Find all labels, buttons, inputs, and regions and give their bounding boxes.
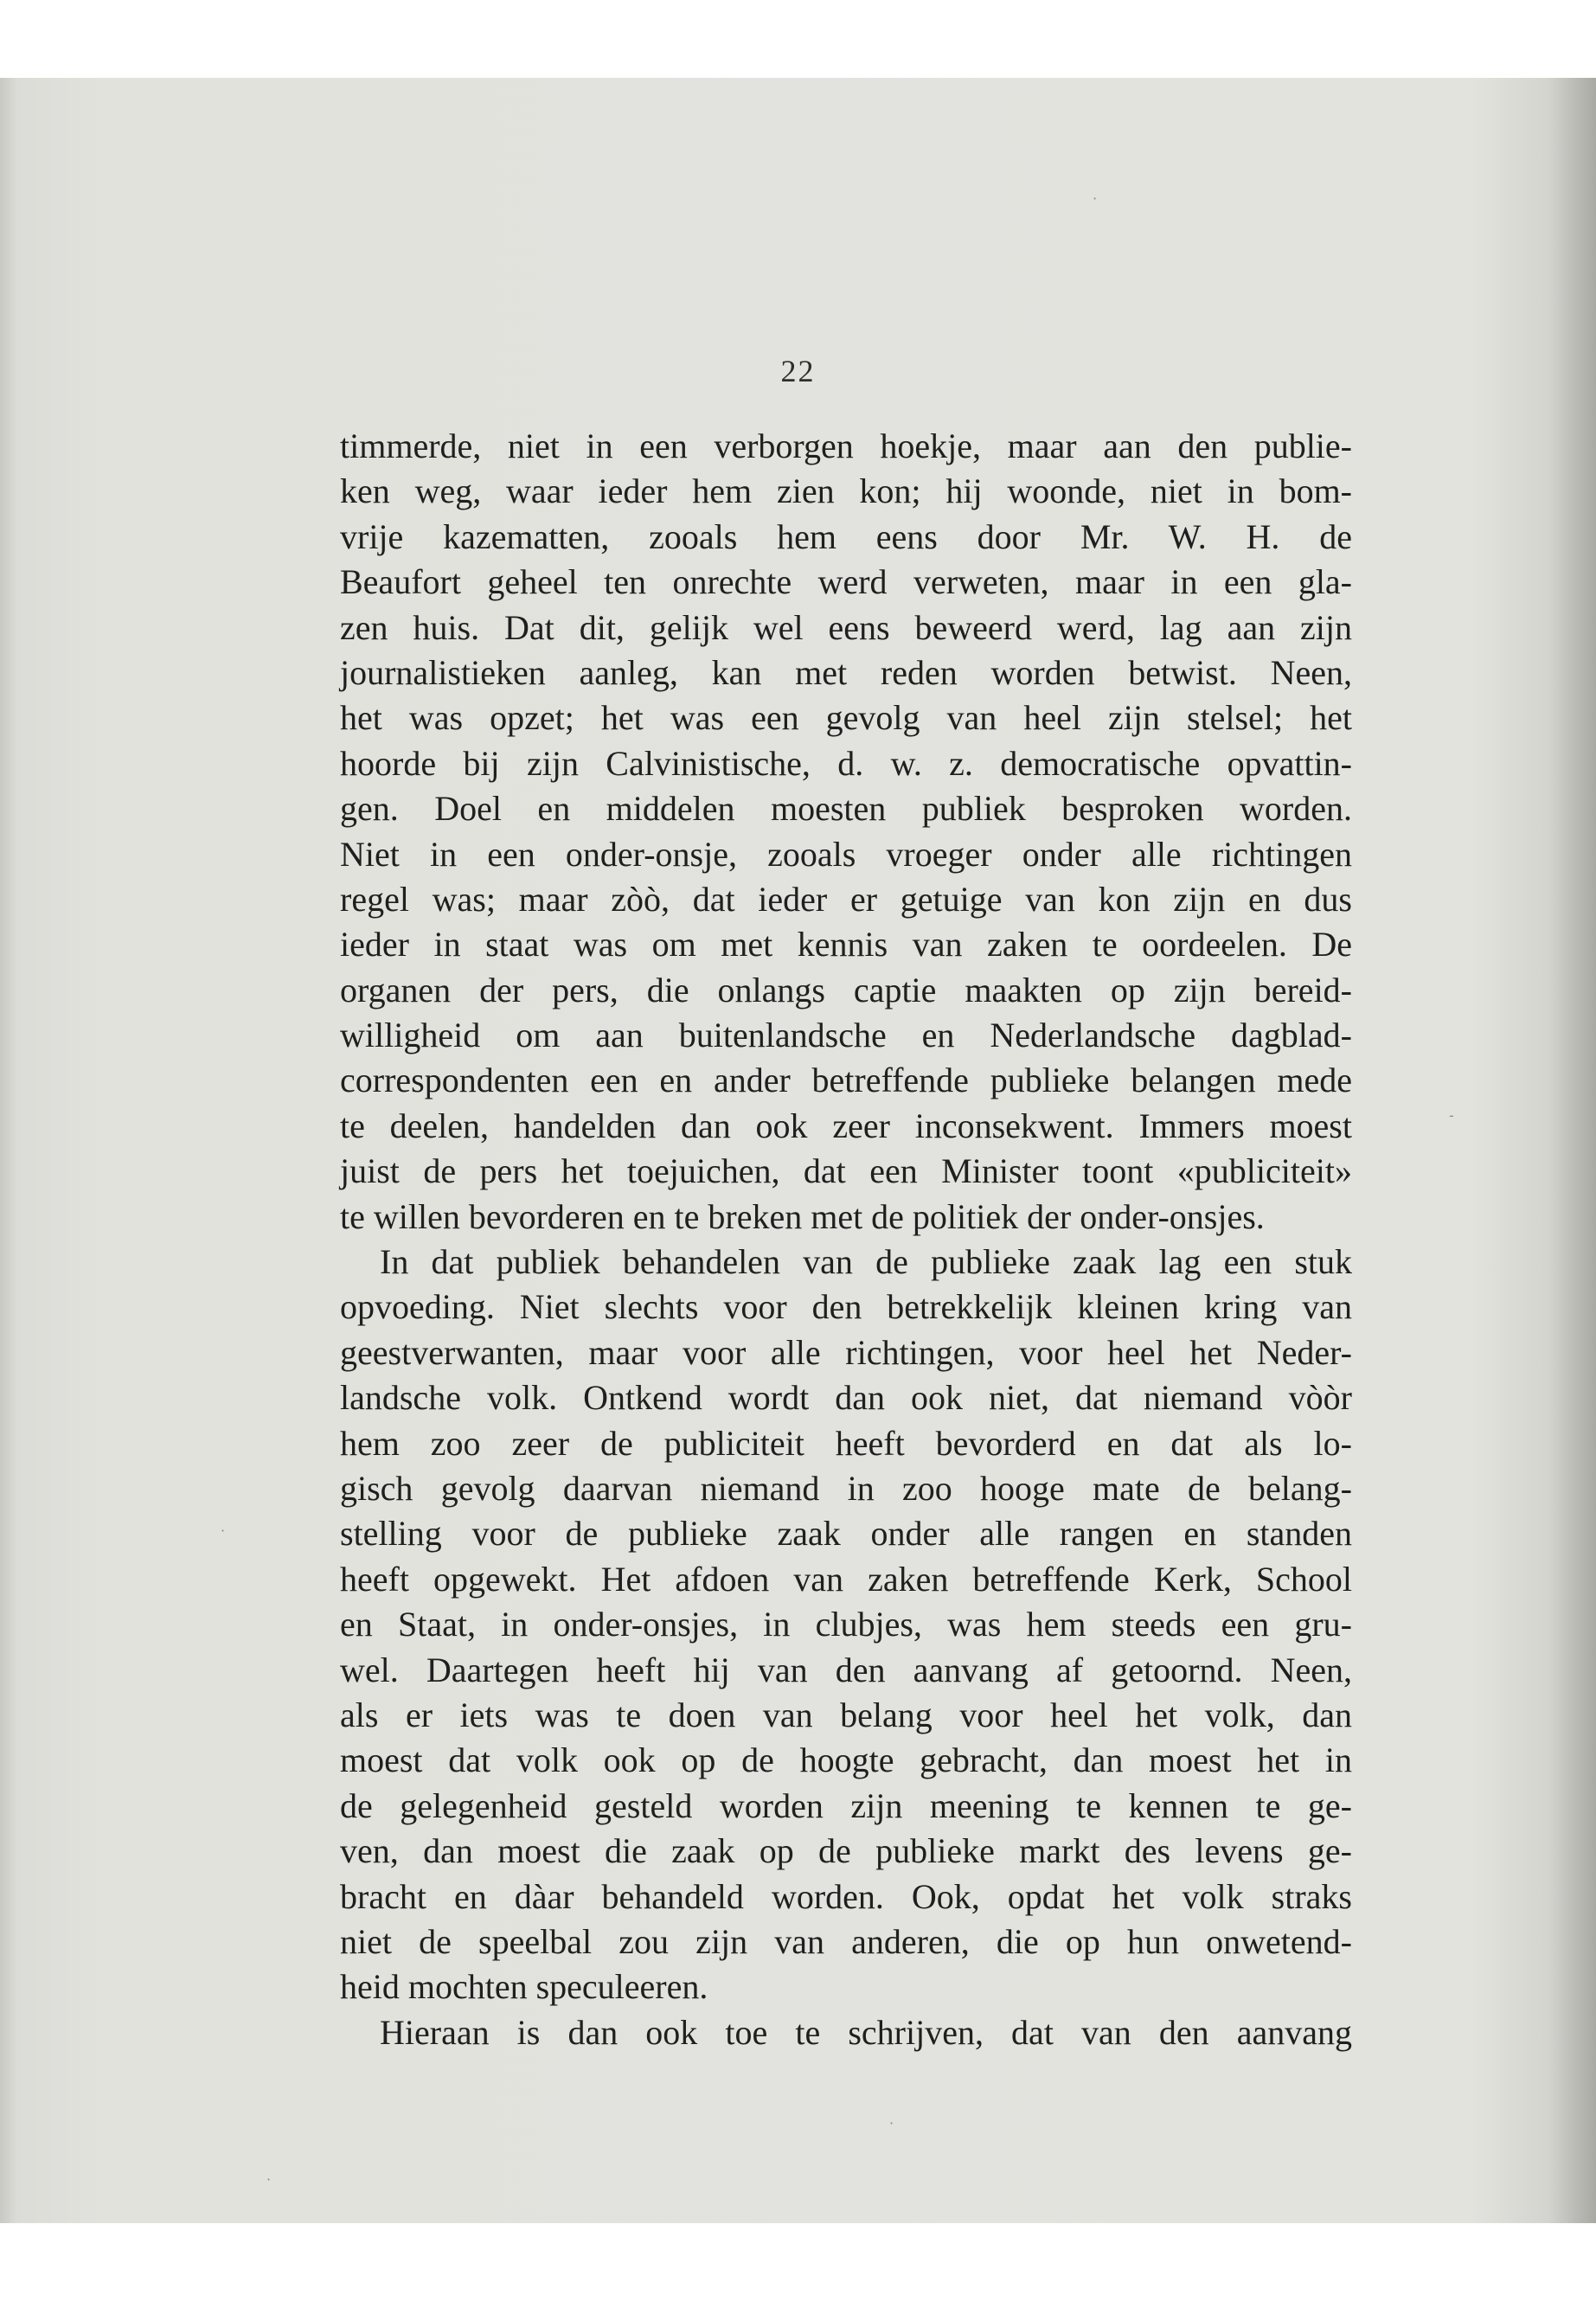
text-line: juist de pers het toejuichen, dat een Minister toont «publiciteit» <box>340 1151 1352 1191</box>
text-line: landsche volk. Ontkend wordt dan ook niet, dat niemand vòòr <box>340 1378 1352 1418</box>
text-line: ieder in staat was om met kennis van zaken te oordeelen. De <box>340 925 1352 965</box>
text-line: ken weg, waar ieder hem zien kon; hij woonde, niet in bom- <box>340 471 1352 511</box>
text-line: correspondenten een en ander betreffende publieke belangen mede <box>340 1061 1352 1100</box>
body-text <box>340 424 1352 2055</box>
text-line: moest dat volk ook op de hoogte gebracht, dan moest het in <box>340 1740 1352 1780</box>
text-line: hoorde bij zijn Calvinistische, d. w. z. democratische opvattin- <box>340 743 1352 783</box>
text-line: het was opzet; het was een gevolg van heel zijn stelsel; het <box>340 698 1352 738</box>
text-line: zen huis. Dat dit, gelijk wel eens beweerd werd, lag aan zijn <box>340 607 1352 647</box>
text-line: journalistieken aanleg, kan met reden worden betwist. Neen, <box>340 652 1352 692</box>
scan-speck: · <box>1093 190 1098 207</box>
text-line: organen der pers, die onlangs captie maakten op zijn bereid- <box>340 970 1352 1009</box>
text-line: vrije kazematten, zooals hem eens door Mr. W. H. de <box>340 516 1352 556</box>
scan-speck: · <box>221 1522 226 1539</box>
text-line: geestverwanten, maar voor alle richtingen, voor heel het Neder- <box>340 1332 1352 1372</box>
text-line: als er iets was te doen van belang voor heel het volk, dan <box>340 1695 1352 1734</box>
paragraph-end-line: heid mochten speculeeren. <box>340 1967 708 2007</box>
text-line: de gelegenheid gesteld worden zijn meening te kennen te ge- <box>340 1785 1352 1825</box>
text-line: te deelen, handelden dan ook zeer inconsekwent. Immers moest <box>340 1106 1352 1145</box>
text-line: wel. Daartegen heeft hij van den aanvang af getoornd. Neen, <box>340 1650 1352 1689</box>
text-line: gisch gevolg daarvan niemand in zoo hooge mate de belang- <box>340 1468 1352 1508</box>
scanned-page <box>0 78 1596 2223</box>
text-line: timmerde, niet in een verborgen hoekje, maar aan den publie- <box>340 426 1352 465</box>
text-line: willigheid om aan buitenlandsche en Nederlandsche dagblad- <box>340 1016 1352 1055</box>
paragraph-start-line: Hieraan is dan ook toe te schrijven, dat van den aanvang <box>380 2012 1352 2052</box>
scan-speck: - <box>1449 1107 1454 1124</box>
text-line: hem zoo zeer de publiciteit heeft bevorderd en dat als lo- <box>340 1423 1352 1463</box>
text-line: ven, dan moest die zaak op de publieke markt des levens ge- <box>340 1831 1352 1871</box>
text-line: stelling voor de publieke zaak onder alle rangen en standen <box>340 1514 1352 1554</box>
text-line: niet de speelbal zou zijn van anderen, die op hun onwetend- <box>340 1921 1352 1961</box>
text-line: heeft opgewekt. Het afdoen van zaken betreffende Kerk, School <box>340 1559 1352 1599</box>
text-line: Niet in een onder-onsje, zooals vroeger onder alle richtingen <box>340 834 1352 874</box>
paragraph-start-line: In dat publiek behandelen van de publieke zaak lag een stuk <box>380 1242 1352 1282</box>
text-line: opvoeding. Niet slechts voor den betrekkelijk kleinen kring van <box>340 1287 1352 1327</box>
paragraph-end-line: te willen bevorderen en te breken met de politiek der onder-onsjes. <box>340 1196 1265 1236</box>
scan-speck: · <box>889 2115 894 2131</box>
text-line: bracht en dàar behandeld worden. Ook, opdat het volk straks <box>340 1876 1352 1916</box>
text-line: en Staat, in onder-onsjes, in clubjes, was hem steeds een gru- <box>340 1605 1352 1644</box>
text-line: gen. Doel en middelen moesten publiek besproken worden. <box>340 789 1352 829</box>
scan-speck: · <box>266 2171 272 2188</box>
page-number: 22 <box>780 354 816 388</box>
text-line: Beaufort geheel ten onrechte werd verweten, maar in een gla- <box>340 562 1352 602</box>
text-line: regel was; maar zòò, dat ieder er getuige van kon zijn en dus <box>340 879 1352 919</box>
